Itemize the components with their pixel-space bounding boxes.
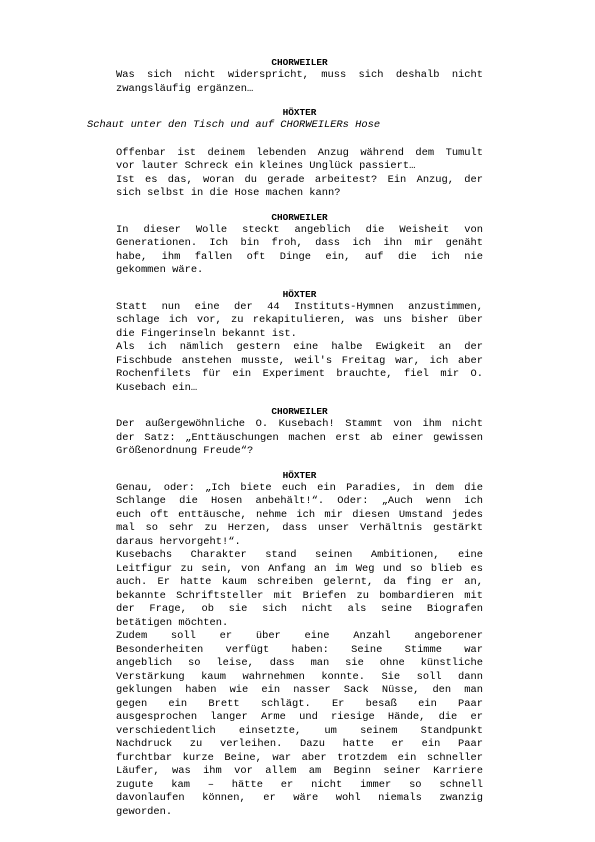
speech-line: geklungen haben wie ein nasser Sack Nüsse, den man: [116, 684, 483, 696]
speech-line: Genau, oder: „Ich biete euch ein Paradies, in dem die: [116, 481, 483, 494]
speech-text: [116, 418, 483, 459]
speech-line: vor lauter Schreck ein kleines Unglück passiert…: [116, 160, 416, 172]
speech-line: verschiedentlich einsetzte, um seinem Standpunkt: [116, 724, 483, 737]
speech-line: furchtbar kurze Beine, war aber trotzdem ein schneller: [116, 751, 483, 764]
speech-line: die Fingerinseln bekannt ist.: [116, 327, 297, 340]
speech-line: Statt nun eine der 44 Instituts-Hymnen anzustimmen,: [116, 300, 483, 313]
speech-line: In dieser Wolle steckt angeblich die Weisheit von: [116, 223, 483, 236]
dialogue-block: [116, 212, 483, 278]
speech-line: habe, ihm fallen oft Dinge ein, auf die ich nie: [116, 250, 483, 263]
speech-line: zugute kam – hätte er nicht immer so schnell: [116, 778, 483, 791]
speech-line: Was sich nicht widerspricht, muss sich deshalb nicht: [116, 69, 483, 81]
speech-line: Als ich nämlich gestern eine halbe Ewigkeit an der: [116, 341, 483, 353]
speaker-name: HÖXTER: [282, 107, 317, 118]
speech-line: ausgesprochen langer Arme und riesige Hände, die er: [116, 711, 483, 723]
speaker-name: CHORWEILER: [271, 406, 328, 417]
speech-line: mal so sehr zu Herzen, dass unser Verhältnis gestärkt: [116, 522, 483, 534]
speech-line: betätigen möchten.: [116, 616, 229, 629]
speech-line: Fischbude anstehen musste, weil's Freitag war, ich aber: [116, 354, 483, 367]
speech-line: Läufer, was ihm vor allem am Beginn seiner Karriere: [116, 765, 483, 777]
speech-line: der Frage, ob sie sich nicht als seine Biografen: [116, 603, 483, 615]
stage-direction: Schaut unter den Tisch und auf CHORWEILERs Hose: [87, 119, 381, 131]
speech-line: Größenordnung Freude“?: [116, 445, 254, 457]
speech-text: [116, 301, 483, 396]
speech-line: geworden.: [116, 805, 173, 818]
speech-line: bekannte Schriftsteller mit Briefen zu bombardieren mit: [116, 589, 483, 602]
speech-text: [116, 224, 483, 278]
script-text-column: [87, 57, 483, 819]
speech-line: Zudem soll er über eine Anzahl angeborener: [116, 630, 483, 642]
speech-line: zwangsläufig ergänzen…: [116, 82, 254, 95]
speech-line: Offenbar ist deinem lebenden Anzug während dem Tumult: [116, 146, 483, 159]
speaker-name: HÖXTER: [282, 469, 317, 481]
dialogue-block: [116, 289, 483, 396]
speech-line: Rochenfilets für ein Experiment brauchte, fiel mir O.: [116, 368, 483, 380]
speech-line: Ist es das, woran du gerade arbeitest? Ein Anzug, der: [116, 173, 483, 186]
speaker-name: HÖXTER: [282, 288, 317, 300]
speech-line: Kusebachs Charakter stand seinen Ambitionen, eine: [116, 549, 483, 561]
speech-line: davonlaufen können, er wäre wohl niemals zwanzig: [116, 792, 483, 804]
speech-line: Generationen. Ich bin froh, dass ich ihn mir genäht: [116, 237, 483, 249]
speech-line: Kusebach ein…: [116, 381, 198, 394]
speech-line: daraus hervorgeht!“.: [116, 535, 241, 548]
speech-line: auch. Er hatte kaum schreiben gelernt, da fing er an,: [116, 576, 483, 588]
speech-line: gegen ein Brett schlägt. Er besaß ein Paar: [116, 697, 483, 710]
speech-line: Schlange die Hosen anbehält!“. Oder: „Auch wenn ich: [116, 495, 483, 507]
dialogue-block: [87, 107, 483, 201]
speech-line: Leitfigur zu sein, von Anfang an im Weg und so blieb es: [116, 562, 483, 575]
speech-line: Nachdruck zu verleihen. Dazu hatte er ein Paar: [116, 738, 483, 750]
speaker-name: CHORWEILER: [271, 57, 328, 68]
speaker-name: CHORWEILER: [271, 211, 328, 223]
speech-text: [116, 482, 483, 820]
dialogue-block: [116, 470, 483, 820]
speech-line: Der außergewöhnliche O. Kusebach! Stammt von ihm nicht: [116, 418, 483, 430]
speech-line: Besonderheiten verfügt haben: Seine Stimme war: [116, 643, 483, 656]
speech-text: [116, 69, 483, 96]
speech-line: Verstärkung kaum wahrnehmen konnte. Sie soll dann: [116, 670, 483, 683]
speech-line: euch oft enttäusche, nehme ich mir diesen Umstand jedes: [116, 508, 483, 521]
speech-line: angeblich so leise, dass man sie ohne künstliche: [116, 657, 483, 669]
dialogue-block: [116, 406, 483, 459]
speech-line: schlage ich vor, zu rekapitulieren, was uns bisher über: [116, 314, 483, 326]
speech-line: sich selbst in die Hose machen kann?: [116, 187, 341, 199]
speech-text: [116, 147, 483, 201]
dialogue-block: [116, 57, 483, 96]
speech-line: gekommen wäre.: [116, 264, 204, 276]
speech-line: der Satz: „Enttäuschungen machen erst ab einer gewissen: [116, 431, 483, 444]
